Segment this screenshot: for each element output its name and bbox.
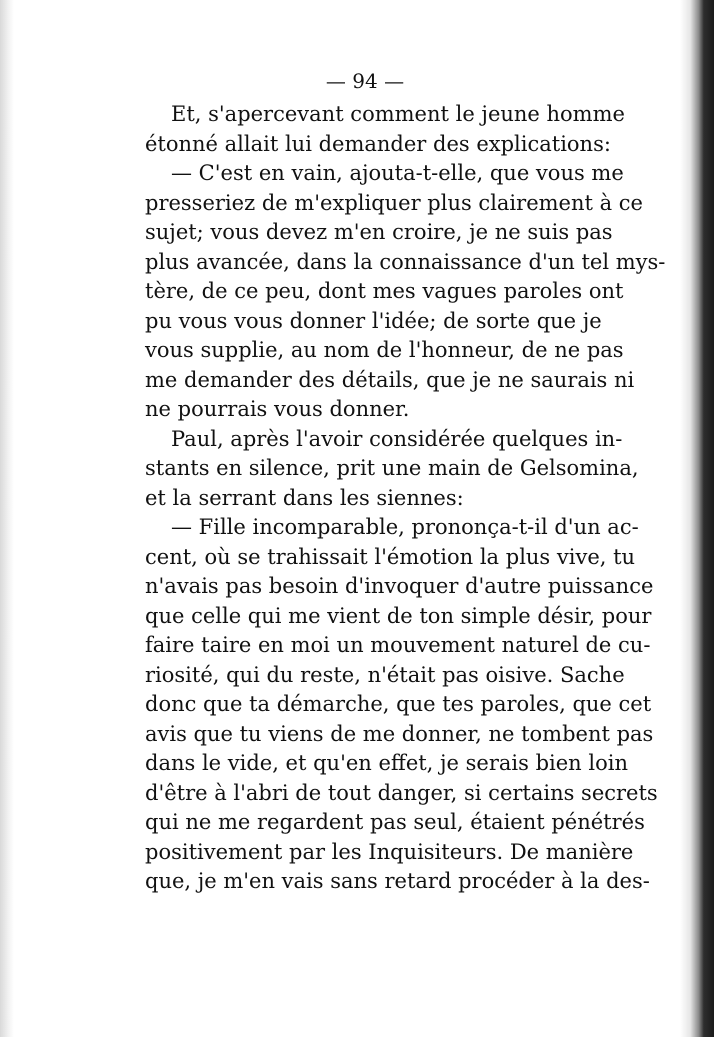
- text-line-1: Et, s'apercevant comment le jeune homme: [171, 102, 625, 126]
- text-line-24: d'être à l'abri de tout danger, si certains secrets: [145, 780, 658, 805]
- text-line-12: Paul, après l'avoir considérée quelques in-: [171, 426, 623, 451]
- text-line-16: cent, où se trahissait l'émotion la plus vive, tu: [145, 544, 636, 569]
- text-line-3: — C'est en vain, ajouta-t-elle, que vous me: [171, 161, 624, 185]
- text-line-19: faire taire en moi un mouvement naturel de cu-: [145, 633, 651, 657]
- text-line-20: riosité, qui du reste, n'était pas oisive. Sache: [145, 662, 625, 687]
- text-line-13: stants en silence, prit une main de Gelsomina,: [145, 456, 639, 480]
- text-line-27: que, je m'en vais sans retard procéder à la des-: [145, 869, 650, 893]
- page-number: — 94 —: [325, 69, 405, 93]
- text-line-23: dans le vide, et qu'en effet, je serais bien loin: [145, 751, 628, 775]
- text-line-17: n'avais pas besoin d'invoquer d'autre puissance: [145, 574, 654, 598]
- text-line-11: ne pourrais vous donner.: [145, 397, 410, 421]
- text-line-7: tère, de ce peu, dont mes vagues paroles ont: [145, 279, 624, 303]
- text-line-6: plus avancée, dans la connaissance d'un tel mys-: [145, 249, 666, 274]
- text-line-15: — Fille incomparable, prononça-t-il d'un ac-: [171, 515, 639, 539]
- book-binding-edge: [680, 0, 714, 1037]
- text-line-22: avis que tu viens de me donner, ne tombent pas: [145, 721, 654, 746]
- text-line-4: presseriez de m'expliquer plus clairement à ce: [145, 190, 643, 215]
- scan-left-edge: [0, 0, 14, 1037]
- text-line-18: que celle qui me vient de ton simple désir, pour: [145, 603, 652, 628]
- text-line-25: qui ne me regardent pas seul, étaient pénétrés: [145, 810, 645, 834]
- text-line-8: pu vous vous donner l'idée; de sorte que je: [145, 308, 602, 333]
- text-line-14: et la serrant dans les siennes:: [145, 485, 464, 510]
- text-line-21: donc que ta démarche, que tes paroles, que cet: [145, 692, 652, 716]
- text-line-10: me demander des détails, que je ne saurais ni: [145, 367, 635, 392]
- text-line-26: positivement par les Inquisiteurs. De manière: [145, 839, 634, 864]
- text-line-9: vous supplie, au nom de l'honneur, de ne pas: [145, 338, 624, 362]
- body-text: [145, 100, 666, 897]
- text-line-2: étonné allait lui demander des explications:: [145, 131, 611, 156]
- text-line-5: sujet; vous devez m'en croire, je ne suis pas: [145, 220, 613, 244]
